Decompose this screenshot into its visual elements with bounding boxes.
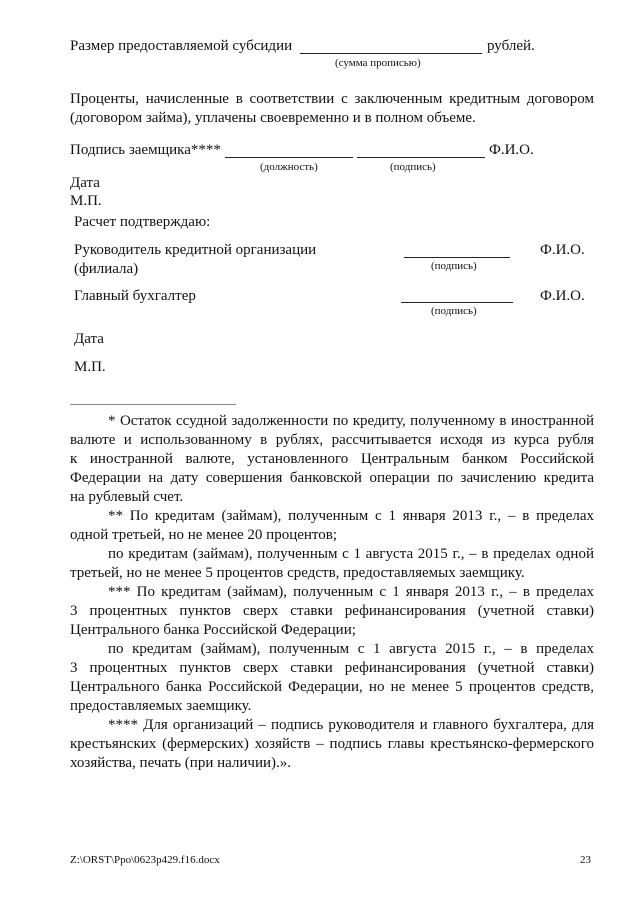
footer-file-path: Z:\ORST\Ppo\0623p429.f16.docx xyxy=(70,854,220,866)
stamp-label: М.П. xyxy=(74,359,106,375)
footnote-line: Центрального банка Российской Федерации, но не менее 5 процентов средств, xyxy=(70,679,594,695)
bank-head-signature-line xyxy=(404,257,510,258)
borrower-position-line xyxy=(225,157,353,158)
subsidy-caption: (сумма прописью) xyxy=(335,57,421,69)
footnote-line: хозяйства, печать (при наличии).». xyxy=(70,755,292,771)
footnote-line: предоставляемых заемщику. xyxy=(70,698,252,714)
footnote-line: на рублевый счет. xyxy=(70,489,184,505)
footnote-line: 3 процентных пунктов сверх ставки рефинансирования (учетной ставки) xyxy=(70,603,594,619)
footnote-line: валюте и использованному в рублях, рассчитывается исходя из курса рубля xyxy=(70,432,594,448)
subsidy-unit: рублей. xyxy=(487,38,535,54)
bank-head-label-line-2: (филиала) xyxy=(74,261,139,277)
chief-accountant-signature-caption: (подпись) xyxy=(431,305,477,317)
date-label: Дата xyxy=(74,331,104,347)
chief-accountant-signature-line xyxy=(401,302,513,303)
bank-head-label-line-1: Руководитель кредитной организации xyxy=(74,242,317,258)
borrower-signature-caption: (подпись) xyxy=(390,161,436,173)
footnote-line: крестьянских (фермерских) хозяйств – подпись главы крестьянско-фермерского xyxy=(70,736,594,752)
footnotes xyxy=(70,412,594,773)
interest-line-2: (договором займа), уплачены своевременно и в полном объеме. xyxy=(70,110,476,126)
interest-line-1: Проценты, начисленные в соответствии с заключенным кредитным договором xyxy=(70,91,594,107)
footnote-line: одной третьей, но не менее 20 процентов; xyxy=(70,527,338,543)
date-label: Дата xyxy=(70,175,100,191)
footnote-line: *** По кредитам (займам), полученным с 1 января 2013 г., – в пределах xyxy=(108,584,594,600)
footer-page-number: 23 xyxy=(580,854,591,866)
borrower-signature-label: Подпись заемщика**** xyxy=(70,142,221,158)
footnote-line: * Остаток ссудной задолженности по кредиту, полученному в иностранной xyxy=(108,413,594,429)
footnote-line: 3 процентных пунктов сверх ставки рефинансирования (учетной ставки) xyxy=(70,660,594,676)
footnote-separator xyxy=(70,404,236,405)
footnote-line: к иностранной валюте, установленного Центральным банком Российской xyxy=(70,451,594,467)
footnote-line: Федерации на дату совершения банковской операции по зачислению кредита xyxy=(70,470,594,486)
confirm-label: Расчет подтверждаю: xyxy=(74,214,211,230)
footnote-line: Центрального банка Российской Федерации; xyxy=(70,622,356,638)
borrower-name: Ф.И.О. xyxy=(489,142,534,158)
subsidy-label: Размер предоставляемой субсидии xyxy=(70,38,293,54)
borrower-position-caption: (должность) xyxy=(260,161,318,173)
stamp-label: М.П. xyxy=(70,193,102,209)
footnote-line: **** Для организаций – подпись руководителя и главного бухгалтера, для xyxy=(108,717,594,733)
bank-head-signature-caption: (подпись) xyxy=(431,260,477,272)
subsidy-amount-line xyxy=(300,53,482,54)
bank-head-name: Ф.И.О. xyxy=(540,242,585,258)
footnote-line: по кредитам (займам), полученным с 1 августа 2015 г., – в пределах одной xyxy=(108,546,594,562)
chief-accountant-label: Главный бухгалтер xyxy=(74,288,196,304)
footnote-line: ** По кредитам (займам), полученным с 1 января 2013 г., – в пределах xyxy=(108,508,594,524)
footnote-line: третьей, но не менее 5 процентов средств, предоставляемых заемщику. xyxy=(70,565,525,581)
footnote-line: по кредитам (займам), полученным с 1 августа 2015 г., – в пределах xyxy=(108,641,594,657)
borrower-signature-line xyxy=(357,157,485,158)
chief-accountant-name: Ф.И.О. xyxy=(540,288,585,304)
